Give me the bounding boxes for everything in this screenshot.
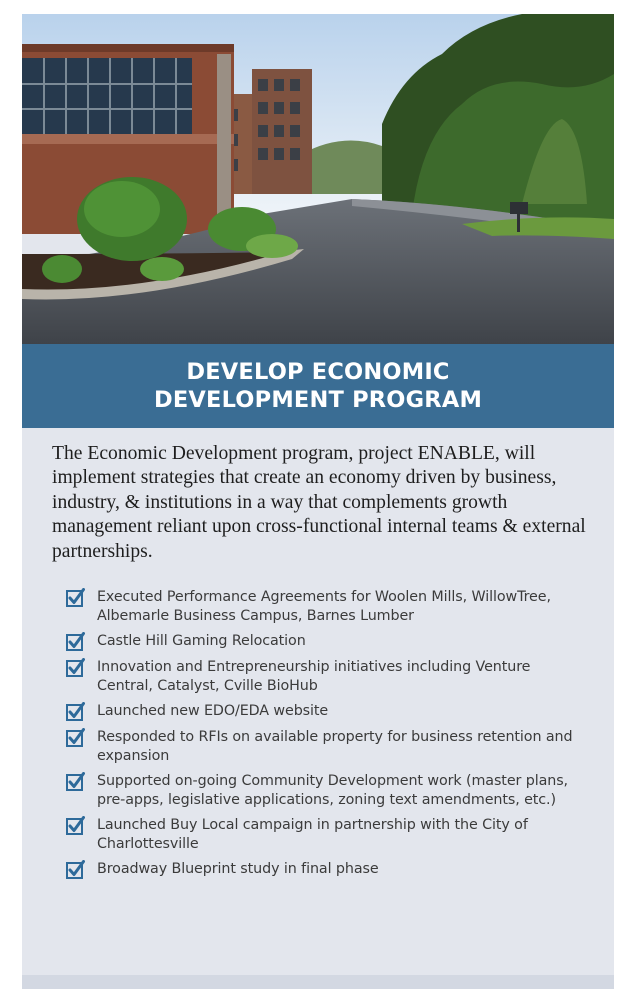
project-card — [22, 14, 614, 989]
checklist-item — [66, 772, 576, 809]
title-banner — [22, 344, 614, 428]
checked-box-icon — [66, 702, 85, 721]
checklist-item — [66, 860, 576, 879]
footer-bar — [22, 975, 614, 989]
checklist-item-text: Launched Buy Local campaign in partnership with the City of Charlottesville — [97, 817, 528, 852]
checked-box-icon — [66, 588, 85, 607]
checked-box-icon — [66, 658, 85, 677]
banner-title: DEVELOP ECONOMIC DEVELOPMENT PROGRAM — [153, 359, 483, 413]
checked-box-icon — [66, 860, 85, 879]
checklist-item-text: Responded to RFIs on available property for business retention and expansion — [97, 729, 573, 764]
intro-paragraph: The Economic Development program, project ENABLE, will implement strategies that create an economy driven by business, industry, & institutions in a way that complements growth management reliant upon cross-functional internal teams & external partnerships. — [52, 443, 586, 562]
checklist-item-text: Broadway Blueprint study in final phase — [97, 861, 379, 877]
checklist-item-text: Innovation and Entrepreneurship initiatives including Venture Central, Catalyst, Cville BioHub — [97, 659, 531, 694]
project-photo — [22, 14, 614, 344]
checklist-item — [66, 728, 576, 765]
checked-box-icon — [66, 728, 85, 747]
checked-box-icon — [66, 632, 85, 651]
checklist-item-text: Executed Performance Agreements for Woolen Mills, WillowTree, Albemarle Business Campus, Barnes Lumber — [97, 589, 551, 624]
checklist-item — [66, 632, 576, 651]
checklist-item-text: Launched new EDO/EDA website — [97, 703, 329, 719]
checklist-item — [66, 702, 576, 721]
checklist-item — [66, 588, 576, 625]
checked-box-icon — [66, 772, 85, 791]
checklist-item — [66, 658, 576, 695]
checked-box-icon — [66, 816, 85, 835]
photo-image — [22, 14, 614, 344]
checklist-item-text: Supported on-going Community Development work (master plans, pre-apps, legislative applications, zoning text amendments, etc.) — [97, 773, 568, 808]
checklist-item-text: Castle Hill Gaming Relocation — [97, 633, 306, 649]
accomplishment-checklist — [66, 588, 576, 886]
checklist-item — [66, 816, 576, 853]
